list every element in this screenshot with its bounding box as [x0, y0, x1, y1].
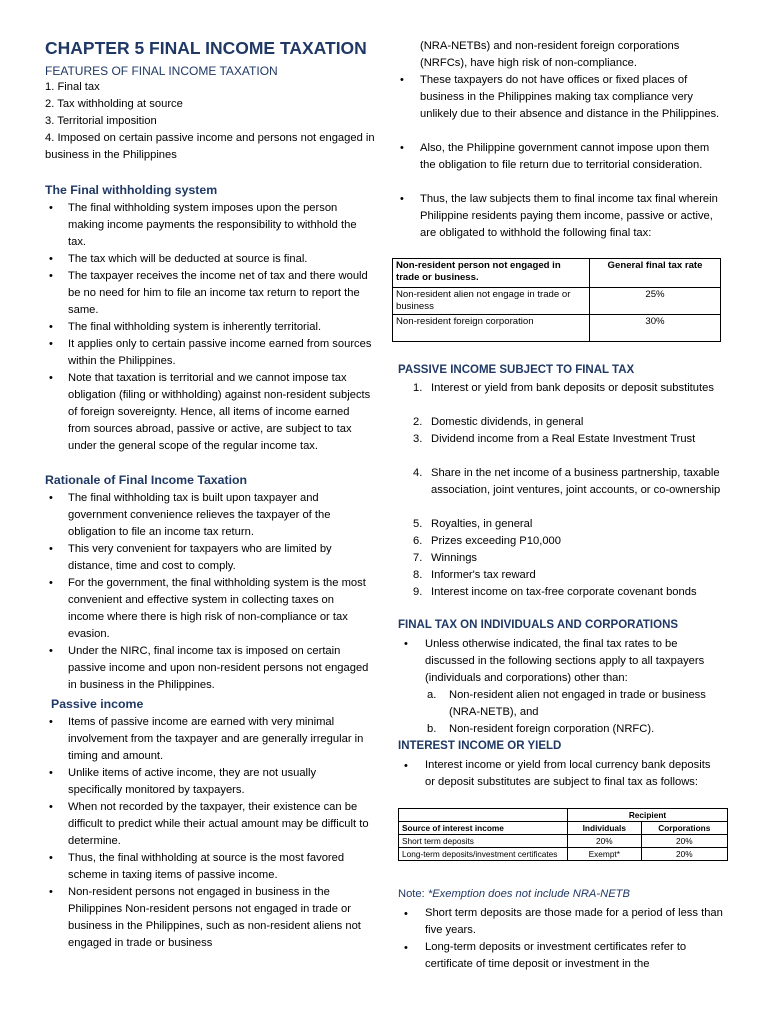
bullet-icon: • — [404, 638, 408, 650]
bullet-icon: • — [49, 321, 53, 333]
pist-item: Dividend income from a Real Estate Investment Trust — [431, 433, 696, 445]
note — [398, 888, 630, 900]
note-prefix: Note: — [398, 888, 428, 900]
bullet-icon: • — [404, 760, 408, 772]
table-cell: Non-resident alien not engage in trade or business — [393, 288, 590, 315]
fws-bullet: The tax which will be deducted at source is final. — [68, 253, 308, 265]
bullet-icon: • — [49, 253, 53, 265]
bullet-icon: • — [49, 543, 53, 555]
list-number: 9. — [413, 586, 423, 598]
table-cell: 20% — [568, 835, 642, 848]
bullet-icon: • — [49, 492, 53, 504]
passive-bullet: When not recorded by the taxpayer, their existence can be difficult to predict while their actual amount may be difficult to determine. — [68, 801, 369, 847]
fws-bullet: The final withholding system imposes upon the person making income payments the responsibility to withhold the tax. — [68, 202, 357, 248]
features-heading: FEATURES OF FINAL INCOME TAXATION — [45, 64, 278, 78]
table-header-row — [399, 809, 728, 822]
fws-bullet: It applies only to certain passive income earned from sources within the Philippines. — [68, 338, 372, 367]
note-text: *Exemption does not include NRA-NETB — [427, 888, 630, 900]
pist-heading: PASSIVE INCOME SUBJECT TO FINAL TAX — [398, 364, 635, 376]
list-number: 5. — [413, 518, 423, 530]
table-cell: Exempt* — [568, 848, 642, 861]
nonresident-bullet: Thus, the law subjects them to final income tax final wherein Philippine residents paying them income, passive or active, are obligated to withhold the following final tax: — [420, 193, 718, 239]
bottom-bullet: Short term deposits are those made for a period of less than five years. — [425, 907, 723, 936]
bullet-icon: • — [49, 577, 53, 589]
pist-item: Interest income on tax-free corporate covenant bonds — [431, 586, 697, 598]
ftic-heading: FINAL TAX ON INDIVIDUALS AND CORPORATIONS — [398, 619, 679, 631]
pist-item: Interest or yield from bank deposits or deposit substitutes — [431, 382, 714, 394]
table-header-cell: Non-resident person not engaged in trade or business. — [393, 259, 590, 288]
bullet-icon: • — [404, 942, 408, 954]
table-header-row — [393, 259, 721, 288]
bullet-icon: • — [400, 193, 404, 205]
table-cell: 20% — [641, 835, 727, 848]
feature-item: 2. Tax withholding at source — [45, 98, 183, 110]
table-header-cell: Individuals — [568, 822, 642, 835]
list-letter: b. — [427, 723, 437, 735]
rationale-bullet: For the government, the final withholding system is the most convenient and effective system in collecting taxes on income where there is high risk of non-compliance or tax evasion. — [68, 577, 366, 640]
table-cell: 20% — [641, 848, 727, 861]
pist-item: Prizes exceeding P10,000 — [431, 535, 561, 547]
table-header-cell: Corporations — [641, 822, 727, 835]
list-number: 6. — [413, 535, 423, 547]
feature-item: 1. Final tax — [45, 81, 100, 93]
bullet-icon: • — [49, 852, 53, 864]
fws-bullet: Note that taxation is territorial and we cannot impose tax obligation (filing or withholding) against non-resident subjects of foreign sovereignty. Hence, all items of income earned from sources abroad, passive or active, are subject to tax under the general scope of the regular income tax. — [68, 372, 371, 452]
bullet-icon: • — [49, 716, 53, 728]
bullet-icon: • — [49, 270, 53, 282]
page-title: CHAPTER 5 FINAL INCOME TAXATION — [45, 38, 367, 58]
ftic-subitem: Non-resident alien not engaged in trade or business (NRA-NETB), and — [449, 689, 706, 718]
table-row — [393, 288, 721, 315]
table-cell: Long-term deposits/investment certificates — [399, 848, 568, 861]
rationale-bullet: This very convenient for taxpayers who are limited by distance, time and cost to comply. — [68, 543, 332, 572]
final-tax-rate-table — [392, 258, 721, 342]
list-letter: a. — [427, 689, 437, 701]
pist-item: Share in the net income of a business partnership, taxable association, joint ventures, joint accounts, or co-ownership — [431, 467, 721, 496]
bullet-icon: • — [49, 338, 53, 350]
pist-item: Informer's tax reward — [431, 569, 536, 581]
table-row — [399, 835, 728, 848]
feature-item: 4. Imposed on certain passive income and persons not engaged in business in the Philippines — [45, 132, 375, 161]
recipient-header: Recipient — [568, 809, 728, 822]
table-header-row — [399, 822, 728, 835]
nonresident-bullet: Also, the Philippine government cannot impose upon them the obligation to file return due to territorial consideration. — [420, 142, 710, 171]
bullet-icon: • — [400, 142, 404, 154]
passive-heading: Passive income — [51, 697, 144, 711]
pist-item: Royalties, in general — [431, 518, 533, 530]
table-cell: 30% — [590, 315, 721, 342]
table-row — [399, 848, 728, 861]
rationale-heading: Rationale of Final Income Taxation — [45, 473, 248, 487]
list-number: 1. — [413, 382, 423, 394]
table-row — [393, 315, 721, 342]
list-number: 7. — [413, 552, 423, 564]
ftic-bullet: Unless otherwise indicated, the final tax rates to be discussed in the following sections apply to all taxpayers (individuals and corporations) other than: — [425, 638, 705, 684]
bullet-icon: • — [49, 767, 53, 779]
bottom-bullet: Long-term deposits or investment certificates refer to certificate of time deposit or investment in the — [425, 941, 687, 970]
passive-bullet: Unlike items of active income, they are not usually specifically monitored by taxpayers. — [68, 767, 317, 796]
fws-bullet: The taxpayer receives the income net of tax and there would be no need for him to file an income tax return to report the same. — [68, 270, 368, 316]
table-cell: 25% — [590, 288, 721, 315]
feature-item: 3. Territorial imposition — [45, 115, 157, 127]
iiy-bullet: Interest income or yield from local currency bank deposits or deposit substitutes are subject to final tax as follows: — [425, 759, 711, 788]
pist-item: Winnings — [431, 552, 478, 564]
list-number: 4. — [413, 467, 423, 479]
bullet-icon: • — [49, 645, 53, 657]
table-header-cell: General final tax rate — [590, 259, 721, 288]
rationale-bullet: The final withholding tax is built upon taxpayer and government convenience relieves the taxpayer of the obligation to file an income tax return. — [68, 492, 331, 538]
table-header-cell: Source of interest income — [399, 822, 568, 835]
fws-bullet: The final withholding system is inherently territorial. — [68, 321, 322, 333]
passive-bullet: Non-resident persons not engaged in business in the Philippines Non-resident persons not engaged in trade or business in the Philippines, such as non-resident aliens not engaged in trade or business — [68, 886, 361, 949]
table-cell: Short term deposits — [399, 835, 568, 848]
bullet-icon: • — [404, 908, 408, 920]
bullet-icon: • — [49, 202, 53, 214]
bullet-icon: • — [400, 74, 404, 86]
interest-income-table — [398, 808, 728, 861]
fws-heading: The Final withholding system — [45, 183, 218, 197]
list-number: 8. — [413, 569, 423, 581]
table-cell: Non-resident foreign corporation — [393, 315, 590, 342]
nonresident-bullet: These taxpayers do not have offices or fixed places of business in the Philippines making tax compliance very unlikely due to their absence and distance in the Philippines. — [420, 74, 720, 120]
list-number: 2. — [413, 416, 423, 428]
continued-text: (NRA-NETBs) and non-resident foreign corporations (NRFCs), have high risk of non-compliance. — [420, 40, 680, 69]
list-number: 3. — [413, 433, 423, 445]
passive-bullet: Thus, the final withholding at source is the most favored scheme in taxing items of passive income. — [68, 852, 345, 881]
bullet-icon: • — [49, 801, 53, 813]
passive-bullet: Items of passive income are earned with very minimal involvement from the taxpayer and are generally irregular in timing and amount. — [68, 716, 364, 762]
iiy-heading: INTEREST INCOME OR YIELD — [398, 740, 562, 752]
pist-item: Domestic dividends, in general — [431, 416, 584, 428]
bullet-icon: • — [49, 886, 53, 898]
bullet-icon: • — [49, 372, 53, 384]
ftic-subitem: Non-resident foreign corporation (NRFC). — [449, 723, 655, 735]
rationale-bullet: Under the NIRC, final income tax is imposed on certain passive income and upon non-resident persons not engaged in business in the Philippines. — [68, 645, 369, 691]
